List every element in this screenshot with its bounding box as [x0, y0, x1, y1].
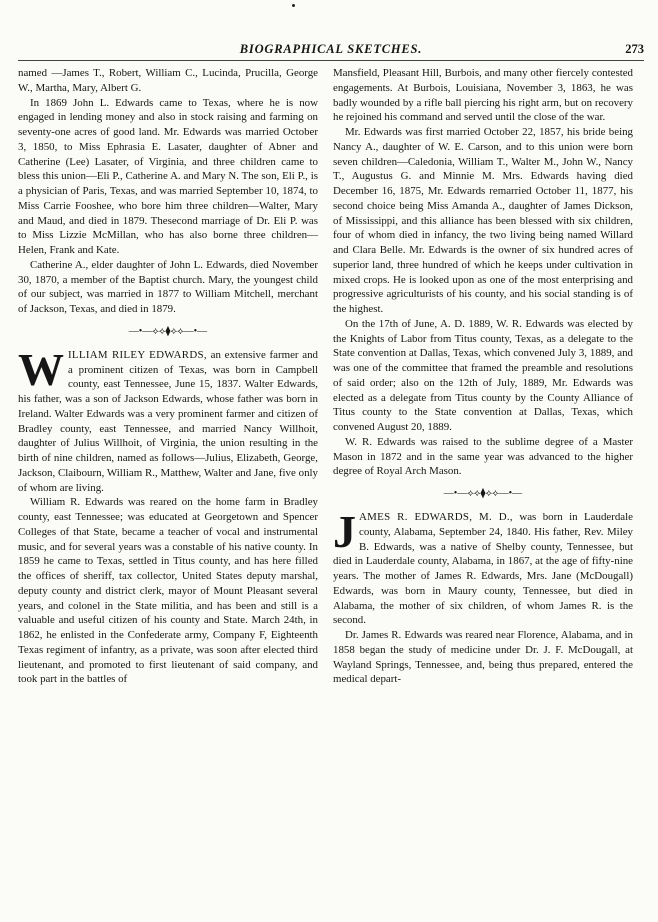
right-column [333, 66, 633, 687]
paragraph-john-edwards: In 1869 John L. Edwards came to Texas, where he is now engaged in lending money and also in stock raising and farming on seventy-one acres of good land. Mr. Edwards was married October 3, 1850, to Miss Ephrasia E. Lasater, daughter of Abner and Catherine (Lee) Lasater, of Virginia, and three children came to bless this union—Eli P., Catherine A. and Mary N. The son, Eli P., is a physician of Paris, Texas, and was married September 10, 1874, to Miss Carrie Fooshee, who bore him three children—Walter, Mary and Maud, and died in 1879. Thesecond marriage of Dr. Eli P. was to Miss Lizzie McMillan, who has also borne three children—Helen, Frank and Kate. [18, 96, 318, 256]
biography-text: was born in Lauderdale county, Alabama, September 24, 1840. His father, Rev. Miley B. Edwards, was a native of Shelby county, Tennessee, but died in Lauderdale county, Alabama, in 1867, at the age of fifty-nine years. The mother of James R. Edwards, Mrs. Jane (McDougall) Edwards, was born in Maury county, Tennessee, but died in Alabama, the mother of six children, of whom James R. is the second. [333, 511, 633, 627]
running-head: BIOGRAPHICAL SKETCHES. [239, 42, 423, 56]
biography-james-r-edwards [333, 506, 633, 628]
page-header [18, 42, 644, 61]
paragraph-continued: named —James T., Robert, William C., Lucinda, Prucilla, George W., Martha, Mary, Albert G. [18, 67, 318, 94]
paragraph-william-r: William R. Edwards was reared on the home farm in Bradley county, east Tennessee; was educated at Georgetown and Spencer Colleges of that State, became a teacher of vocal and instrumental music, and for several years was a constable of his native county. In 1859 he came to Texas, settled in Titus county, and has here filled the offices of sheriff, tax collector, United States deputy marshal, deputy county and district clerk, mayor of Mount Pleasant several years, and colonel in the State militia, and has been and still is a valuable and useful citizen of his county and State. March 24th, in 1862, he enlisted in the Confederate army, Company F, Eighteenth Texas regiment of infantry, as a private, was soon after elected third lieutenant, and promoted to first lieutenant of said company, and took part in the battles of [18, 496, 318, 686]
drop-cap: W [18, 343, 64, 395]
paragraph-marriages: Mr. Edwards was first married October 22, 1857, his bride being Nancy A., daughter of W. E. Carson, and to this union were born seven children—Caledonia, William T., Walter M., John W., Nancy T., Augustus G. and Minnie M. Mrs. Edwards having died December 16, 1875, Mr. Edwards remarried October 11, 1877, his second choice being Miss Amanda A., daughter of James Dickson, of Mississippi, and this alliance has been blessed with six children, four of whom died in infancy, the two living being named Willard and Clara Belle. Mr. Edwards is the owner of six hundred acres of superior land, three hundred of which he keeps under cultivation in mixed crops. He is looked upon as one of the most enterprising and progressive agriculturists of his county, and his social standing is of the highest. [333, 126, 633, 315]
drop-cap: J [333, 506, 356, 557]
paragraph-james-r-education: Dr. James R. Edwards was reared near Florence, Alabama, and in 1858 began the study of medicine under Dr. J. F. McDougall, at Wayland Springs, Tennessee, and, being thus prepared, entered the medical depart- [333, 629, 633, 686]
biography-text: an extensive farmer and a prominent citizen of Texas, was born in Campbell county, east Tennessee, June 15, 1837. Walter Edwards, his father, was a son of Jackson Edwards, whose father was born in Ireland. Walter Edwards was a very prominent farmer and citizen of Bradley county, east Tennessee, and married Nancy Willhoit, daughter of Julius Willhoit, of Virginia, the union resulting in the birth of nine children, named as follows—Julius, Elizabeth, George, Jackson, Claibourn, William R., Matthew, Walter and Jane, five only of whom are living. [18, 348, 318, 494]
biography-william-riley-edwards [18, 343, 318, 496]
left-column [18, 66, 318, 687]
paragraph-continued: Mansfield, Pleasant Hill, Burbois, and many other fiercely contested engagements. At Burbois, Louisiana, November 3, 1863, he was badly wounded by a rifle ball piercing his right arm, but on recovery he rejoined his command and served until the close of the war. [333, 67, 633, 124]
biography-name: ILLIAM RILEY EDWARDS, [68, 348, 207, 361]
section-ornament: —•—⟡⟡⧫⟡⟡—•— [128, 325, 208, 337]
paragraph-knights-of-labor: On the 17th of June, A. D. 1889, W. R. Edwards was elected by the Knights of Labor from Titus county, Texas, as a delegate to the State convention at Dallas, Texas, which convened July 3, 1889, and was one of the committee that framed the preamble and resolutions of said order; also on the 12th of July, 1889, Mr. Edwards was elected as a delegate from Titus county by the County Alliance of Titus county to the State convention at Dallas, Texas, which convened August 20, 1889. [333, 317, 633, 433]
page-number: 273 [625, 42, 644, 56]
paragraph-mason: W. R. Edwards was raised to the sublime degree of a Master Mason in 1872 and in the same year was advanced to the higher degree of Royal Arch Mason. [333, 435, 633, 478]
section-ornament: —•—⟡⟡⧫⟡⟡—•— [443, 488, 523, 499]
paragraph-catherine: Catherine A., elder daughter of John L. Edwards, died November 30, 1870, a member of the Baptist church. Mary, the youngest child of our subject, was married in 1877 to William Mitchell, merchant of Jackson, Texas, and died in 1879. [18, 258, 318, 315]
print-mark [292, 4, 295, 7]
biography-name: AMES R. EDWARDS, M. D., [359, 511, 513, 523]
